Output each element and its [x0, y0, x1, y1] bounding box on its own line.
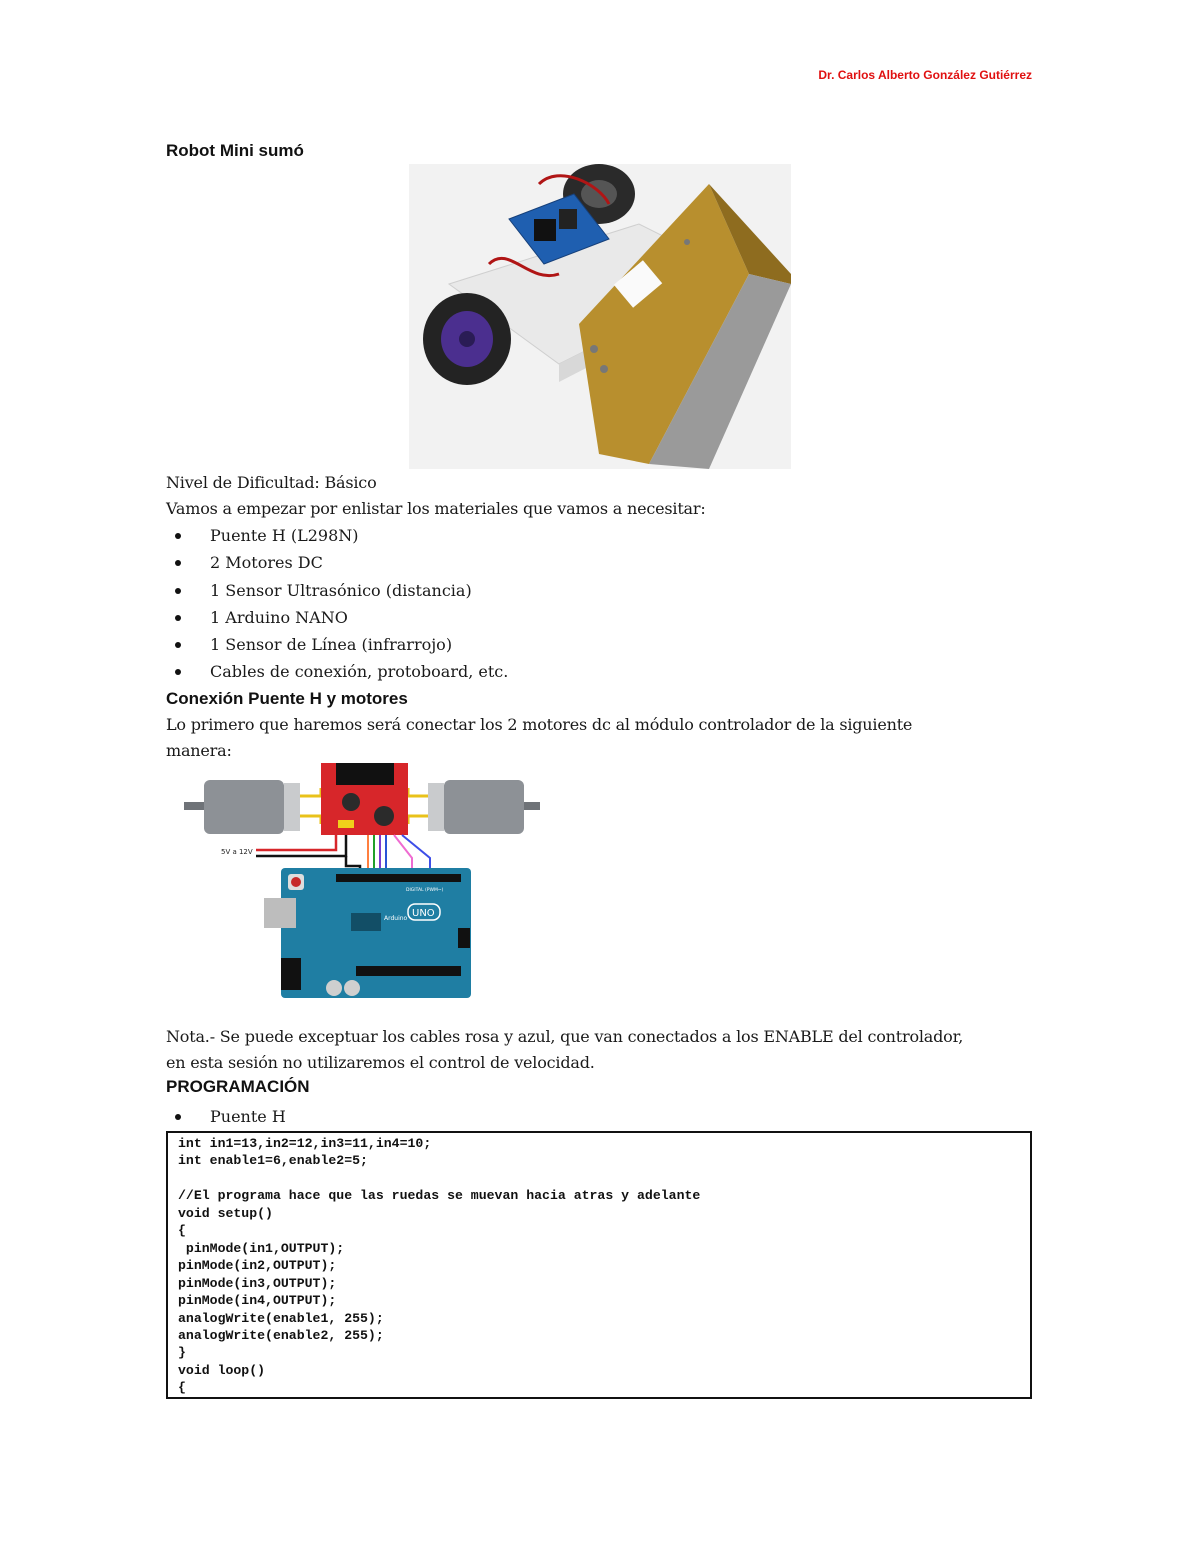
code-block — [166, 1131, 1032, 1399]
materials-list — [166, 522, 508, 686]
list-item: Puente H — [166, 1103, 286, 1130]
board-brand: Arduino — [384, 915, 408, 922]
list-item: 1 Sensor de Línea (infrarrojo) — [166, 631, 508, 658]
list-item: Puente H (L298N) — [166, 522, 508, 549]
list-item: 1 Sensor Ultrasónico (distancia) — [166, 577, 508, 604]
difficulty-text: Nivel de Dificultad: Básico — [166, 473, 377, 492]
voltage-label: 5V a 12V — [221, 848, 253, 856]
board-label: UNO — [412, 908, 435, 919]
connection-text-line2: manera: — [166, 741, 232, 760]
programming-list — [166, 1103, 286, 1130]
note-line2: en esta sesión no utilizaremos el control de velocidad. — [166, 1053, 595, 1072]
code-text: int in1=13,in2=12,in3=11,in4=10; int enable1=6,enable2=5; //El programa hace que las ruedas se muevan hacia atras y adelante void setup() { pinMode(in1,OUTPUT); pinMode(in2,OUTPUT); pinMode(in3,OUTPUT); pinMode(in4,OUTPUT); analogWrite(enable1, 255); analogWrite(enable2, 255); } void loop() { — [178, 1136, 701, 1396]
wiring-diagram — [176, 758, 548, 998]
note-line1: Nota.- Se puede exceptuar los cables rosa y azul, que van conectados a los ENABLE del controlador, — [166, 1027, 964, 1046]
digital-label: DIGITAL (PWM~) — [406, 888, 444, 893]
page-title: Robot Mini sumó — [166, 141, 304, 160]
list-item: 1 Arduino NANO — [166, 604, 508, 631]
author-header: Dr. Carlos Alberto González Gutiérrez — [818, 68, 1032, 82]
programming-heading: PROGRAMACIÓN — [166, 1077, 310, 1096]
intro-text: Vamos a empezar por enlistar los materiales que vamos a necesitar: — [166, 499, 706, 518]
connection-text-line1: Lo primero que haremos será conectar los 2 motores dc al módulo controlador de la siguiente — [166, 715, 913, 734]
list-item: Cables de conexión, protoboard, etc. — [166, 658, 508, 685]
connection-heading: Conexión Puente H y motores — [166, 689, 408, 708]
robot-photo — [409, 164, 791, 469]
list-item: 2 Motores DC — [166, 549, 508, 576]
